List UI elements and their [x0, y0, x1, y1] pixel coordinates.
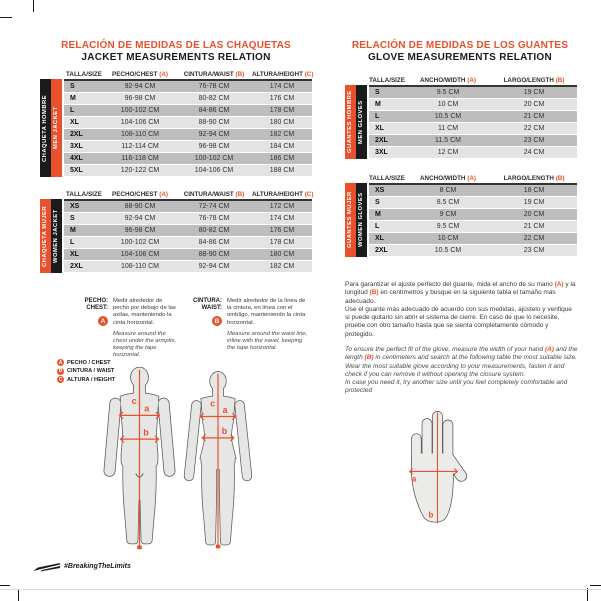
table-row: L 9.5 CM 21 CM [369, 221, 577, 233]
table-row: XL 104-106 CM 88-90 CM 180 CM [64, 117, 312, 129]
table-side-bands [40, 199, 62, 273]
female-body-figure [176, 371, 260, 553]
table-row: 4XL 116-118 CM 100-102 CM 186 CM [64, 153, 312, 165]
label-c: c [131, 396, 137, 407]
table-row: XL 104-106 CM 88-90 CM 180 CM [64, 249, 312, 261]
table-row: 3XL 112-114 CM 96-98 CM 184 CM [64, 141, 312, 153]
waist-instruction [190, 298, 310, 360]
table-header [369, 77, 577, 84]
legend-badge-b-icon: B [58, 368, 63, 374]
legend-badge-c-icon: C [58, 376, 63, 383]
label-b: b [143, 427, 149, 438]
table-side-bands [40, 79, 62, 177]
chest-text-en: Measure around the chest under the armpits, keeping the tape horizontal. [113, 330, 177, 359]
jacket-title-en: JACKET MEASUREMENTS RELATION [81, 52, 271, 63]
table-body [345, 85, 577, 159]
waist-badge-b-icon: B [212, 316, 222, 326]
col-size: TALLA/SIZE [369, 175, 405, 182]
col-size: TALLA/SIZE [66, 71, 102, 78]
label-a: a [411, 474, 417, 484]
glove-note-es-p1: Para garantizar el ajuste perfecto del guante, mida el ancho de su mano (A) y la longitud (B) en centímetros y busque en la siguiente tabla el tamaño más adecuado. [345, 281, 576, 305]
table-side-bands [345, 85, 367, 159]
table-row: 2XL 10.5 CM 23 CM [369, 245, 577, 257]
glove-title-en: GLOVE MEASUREMENTS RELATION [367, 52, 553, 63]
chest-text-es: Medir alrededor de pecho por debajo de las axilas, manteniendo la cinta horizontal. [113, 298, 176, 326]
table-row: XS 8 CM 18 CM [369, 185, 577, 197]
glove-men-table [345, 77, 577, 159]
table-row: M 9 CM 20 CM [369, 209, 577, 221]
table-row: XL 11 CM 22 CM [369, 123, 577, 135]
chest-instruction [76, 298, 180, 360]
legend-badge-a-icon: A [58, 359, 63, 366]
jacket-men-table [40, 71, 312, 177]
band-label-en: WOMEN JACKET [51, 199, 62, 273]
table-body [40, 79, 312, 177]
brand-logo [33, 563, 60, 572]
band-label-es: GUANTES HOMBRE [345, 85, 356, 159]
table-row: 5XL 120-122 CM 104-106 CM 188 CM [64, 165, 312, 177]
col-size: TALLA/SIZE [369, 77, 405, 84]
glove-women-table [345, 175, 577, 257]
glove-note-en-p2: In case you need it, try another size until you feel completely comfortable and protected [345, 379, 568, 395]
waist-text-es: Medir alrededor de la línea de la cintura, en línea con el ombligo, manteniendo la cinta horizontal. [227, 298, 306, 326]
jacket-title-block [40, 40, 312, 64]
table-header [369, 175, 577, 182]
male-body-figure [92, 367, 187, 553]
crop-mark-bottom-left-v [18, 590, 19, 601]
table-rows [369, 183, 577, 257]
band-label-en: MEN GLOVES [356, 85, 367, 159]
table-row: XL 10 CM 22 CM [369, 233, 577, 245]
col-length: LARGO/LENGTH (B) [503, 77, 565, 84]
table-body [345, 183, 577, 257]
legend-item: C ALTURA / HEIGHT [58, 376, 116, 383]
table-side-bands [345, 183, 367, 257]
table-row: S 92-94 CM 76-78 CM 174 CM [64, 81, 312, 93]
table-row: 2XL 11.5 CM 23 CM [369, 135, 577, 147]
glove-note-es [345, 281, 578, 339]
table-row: S 92-94 CM 76-78 CM 174 CM [64, 213, 312, 225]
hand-figure [404, 408, 476, 532]
table-row: 2XL 108-110 CM 92-94 CM 182 CM [64, 261, 312, 273]
band-label-es: CHAQUETA HOMBRE [40, 79, 51, 177]
label-c: c [210, 398, 216, 409]
chest-label-en: CHEST: [86, 305, 108, 311]
glove-note-en-p1: To ensure the perfect fit of the glove, measure the width of your hand (A) and the length (B) in centimeters and search at the following table the most suitable size. Wear the most suitable glove according to your measurements, fasten it and check if you can remove it without opening the closure system. [345, 346, 578, 378]
label-b: b [428, 510, 434, 520]
glove-title-block [336, 40, 584, 64]
band-label-es: CHAQUETA MUJER [40, 199, 51, 273]
table-rows [64, 199, 312, 273]
table-row: XS 88-90 CM 72-74 CM 172 CM [64, 201, 312, 213]
footer-hashtag: #BreakingTheLimits [64, 563, 131, 570]
legend-item: A PECHO / CHEST [58, 359, 111, 366]
jacket-title-es: RELACIÓN DE MEDIDAS DE LAS CHAQUETAS [61, 40, 291, 51]
table-rows [64, 79, 312, 177]
col-width: ANCHO/WIDTH (A) [420, 77, 476, 84]
table-row: M 10 CM 20 CM [369, 99, 577, 111]
table-row: S 8.5 CM 19 CM [369, 197, 577, 209]
waist-text-en: Measure around the waist line, inline with the navel, keeping the tape horizontal. [227, 330, 308, 352]
col-width: ANCHO/WIDTH (A) [420, 175, 476, 182]
label-b: b [221, 426, 228, 437]
table-header [64, 191, 312, 198]
label-a: a [144, 403, 150, 414]
chest-badge-a-icon: A [98, 316, 108, 326]
label-a: a [222, 404, 228, 415]
table-row: M 96-98 CM 80-82 CM 176 CM [64, 225, 312, 237]
waist-label-es: CINTURA: [193, 298, 222, 304]
table-row: M 96-98 CM 80-82 CM 176 CM [64, 93, 312, 105]
chest-label-es: PECHO: [84, 298, 108, 304]
table-row: L 100-102 CM 84-86 CM 178 CM [64, 105, 312, 117]
table-row: 2XL 108-110 CM 92-94 CM 182 CM [64, 129, 312, 141]
band-label-en: WOMEN GLOVES [356, 183, 367, 257]
crop-mark-top-left-h [0, 17, 12, 18]
table-row: 3XL 12 CM 24 CM [369, 147, 577, 159]
glove-note-en [345, 346, 578, 396]
table-rows [369, 85, 577, 159]
table-header [64, 71, 312, 78]
legend-item: B CINTURA / WAIST [58, 368, 115, 374]
band-label-en: MEN JACKET [51, 79, 62, 177]
glove-title-es: RELACIÓN DE MEDIDAS DE LOS GUANTES [351, 40, 569, 51]
crop-mark-bottom-left-h [0, 585, 10, 586]
col-height: ALTURA/HEIGHT (C) [252, 71, 314, 78]
jacket-women-table [40, 191, 312, 273]
col-waist: CINTURA/WAIST (B) [183, 71, 245, 78]
col-height: ALTURA/HEIGHT (C) [252, 191, 314, 198]
table-body [40, 199, 312, 273]
col-size: TALLA/SIZE [66, 191, 102, 198]
measure-instructions [76, 298, 310, 360]
page-edge-line [0, 589, 601, 590]
col-length: LARGO/LENGTH (B) [503, 175, 565, 182]
table-row: S 9.5 CM 19 CM [369, 87, 577, 99]
band-label-es: GUANTES MUJER [345, 183, 356, 257]
col-chest: PECHO/CHEST (A) [112, 191, 168, 198]
col-waist: CINTURA/WAIST (B) [183, 191, 245, 198]
crop-mark-bottom-right-h [590, 585, 601, 586]
table-row: L 10.5 CM 21 CM [369, 111, 577, 123]
crop-mark-top-left-v [33, 0, 34, 12]
col-chest: PECHO/CHEST (A) [112, 71, 168, 78]
waist-label-en: WAIST: [201, 305, 222, 311]
glove-note-es-p2: Use el guante más adecuado de acuerdo con sus medidas, ajústelo y verifique si puede quitarlo sin abrir el sistema de cierre. En caso de que lo necesite, pruebe con otro tamaño hasta que se sienta completamente cómodo y protegido. [345, 305, 572, 338]
table-row: L 100-102 CM 84-86 CM 178 CM [64, 237, 312, 249]
